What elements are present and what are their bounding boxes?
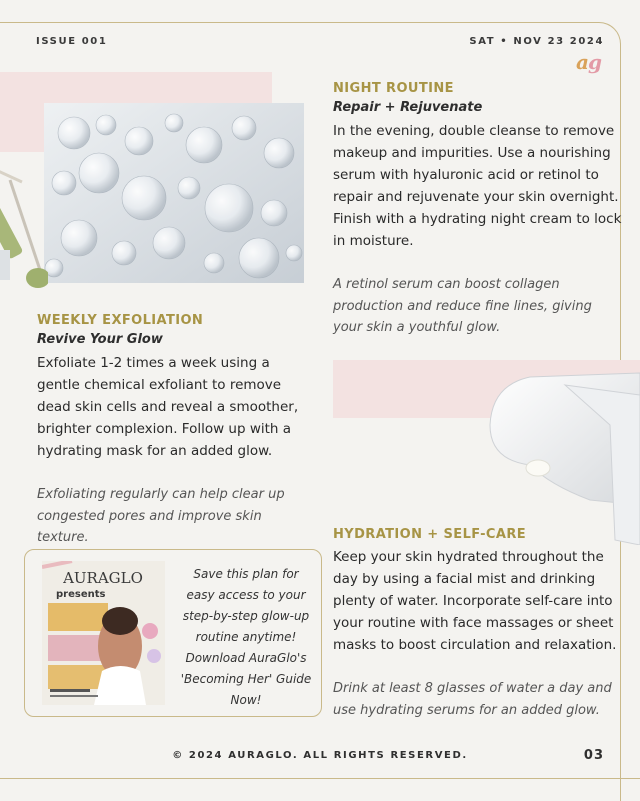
hydration-body: Keep your skin hydrated throughout the day by using a facial mist and drinking plenty of water. Incorporate self-care into your routine with face massages or sheet masks to boost circulation and relaxation. [333, 549, 617, 653]
becoming-her-guide-cover[interactable] [42, 561, 165, 705]
night-routine-subtitle: Repair + Rejuvenate [333, 100, 483, 115]
guide-promo-text: Save this plan for easy access to your step-by-step glow-up routine anytime! Download AuraGlo's 'Becoming Her' Guide Now! [180, 567, 312, 707]
logo-letter-g: g [587, 50, 601, 74]
weekly-exfoliation-body: Exfoliate 1-2 times a week using a gentle chemical exfoliant to remove dead skin cells and reveal a smoother, brighter complexion. Follow up with a hydrating mask for an added glow. [37, 355, 299, 459]
jade-roller-image [0, 160, 48, 310]
copyright-footer: © 2024 AURAGLO. ALL RIGHTS RESERVED. [172, 750, 468, 761]
mag-presents: presents [56, 589, 106, 600]
weekly-exfoliation-tip: Exfoliating regularly can help clear up congested pores and improve skin texture. [37, 487, 285, 545]
page-frame-bottom-rule [0, 778, 640, 779]
auraglo-logo [576, 50, 601, 74]
hydration-heading: HYDRATION + SELF-CARE [333, 527, 527, 542]
serum-pump-image [470, 365, 640, 545]
hydration-tip: Drink at least 8 glasses of water a day and use hydrating serums for an added glow. [333, 681, 612, 718]
page-number: 03 [583, 748, 604, 763]
night-routine-tip: A retinol serum can boost collagen production and reduce fine lines, giving your skin a youthful glow. [333, 277, 592, 335]
foam-photo [44, 103, 304, 283]
weekly-exfoliation-subtitle: Revive Your Glow [37, 332, 163, 347]
weekly-exfoliation-heading: WEEKLY EXFOLIATION [37, 313, 204, 328]
issue-date: SAT • NOV 23 2024 [469, 36, 604, 47]
issue-label: ISSUE 001 [36, 36, 108, 47]
night-routine-body: In the evening, double cleanse to remove makeup and impurities. Use a nourishing serum with hyaluronic acid or retinol to repair and rejuvenate your skin overnight. Finish with a hydrating night cream to lock in moisture. [333, 123, 622, 249]
logo-letter-a: a [576, 50, 588, 74]
night-routine-heading: NIGHT ROUTINE [333, 81, 454, 96]
mag-brand: AURAGLO [63, 569, 143, 587]
